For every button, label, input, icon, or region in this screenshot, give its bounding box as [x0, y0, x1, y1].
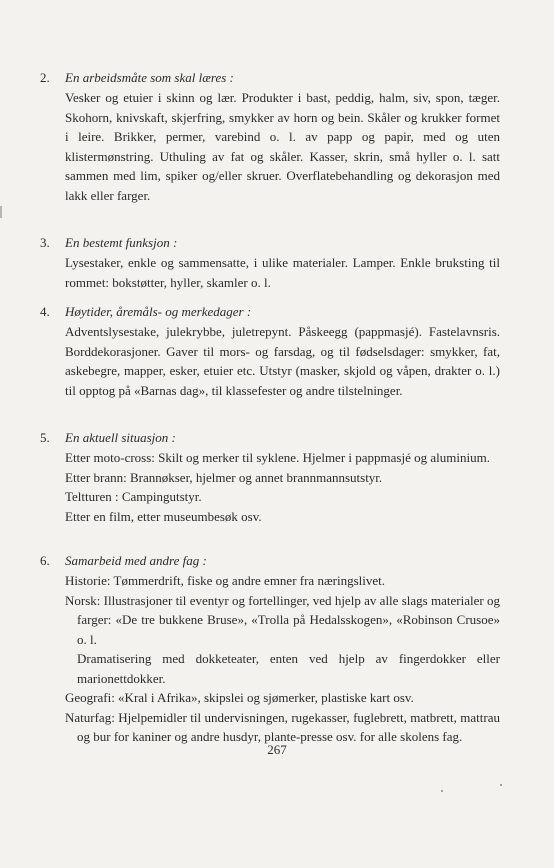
section-4: [40, 301, 500, 400]
section-heading: [40, 67, 500, 88]
section-number: 4.: [40, 304, 50, 319]
section-title: Samarbeid med andre fag :: [65, 553, 207, 568]
scan-speck: [500, 784, 502, 786]
section-2: [40, 67, 500, 205]
section-body: [65, 571, 500, 747]
section-number: 5.: [40, 430, 50, 445]
section-6: [40, 550, 500, 747]
section-number: 6.: [40, 553, 50, 568]
paragraph: Etter moto-cross: Skilt og merker til syklene. Hjelmer i pappmasjé og aluminium.: [65, 450, 490, 465]
section-title: Høytider, åremåls- og merkedager :: [65, 304, 252, 319]
scan-speck: [441, 790, 443, 792]
paragraph: Historie: Tømmerdrift, fiske og andre emner fra næringslivet.: [65, 573, 385, 588]
paragraph: Etter brann: Brannøkser, hjelmer og annet brannmannsutstyr.: [65, 469, 383, 485]
section-body: [65, 322, 500, 400]
paragraph: Naturfag: Hjelpemidler til undervisningen, rugekasser, fuglebrett, matbrett, mattrau og bur for kaniner og andre husdyr, plante-presse osv. for alle skolens fag.: [65, 709, 500, 744]
scan-edge-mark: [0, 206, 2, 218]
section-number: 2.: [40, 70, 50, 85]
paragraph: Vesker og etuier i skinn og lær. Produkter i bast, peddig, halm, siv, spon, tæger. Skohorn, knivskaft, skjerfring, smykker av horn og bein. Skåler og krukker formet i leire. Brikker, permer, varebind o. l. av papp og papir, med og uten klistermønstring. Uthuling av fat og skåler. Kasser, skrin, små hyller o. l. satt sammen med lim, spiker og/eller skruer. Overflatebehandling og dekorasjon med lakk eller farger.: [65, 90, 500, 203]
section-title: En bestemt funksjon :: [65, 235, 178, 250]
section-number: 3.: [40, 235, 50, 250]
paragraph: Norsk: Illustrasjoner til eventyr og fortellinger, ved hjelp av alle slags materialer og farger: «De tre bukkene Bruse», «Trolla på Hedalsskogen», «Robinson Crusoe» o. l.: [65, 592, 500, 647]
section-title: En aktuell situasjon :: [65, 430, 176, 445]
paragraph: Geografi: «Kral i Afrika», skipslei og sjømerker, plastiske kart osv.: [65, 690, 414, 705]
section-heading: [40, 232, 500, 253]
section-5: [40, 427, 500, 526]
section-3: [40, 232, 500, 292]
section-heading: [40, 301, 500, 322]
paragraph: Lysestaker, enkle og sammensatte, i ulike materialer. Lamper. Enkle bruksting til rommet: bokstøtter, hyller, skamler o. l.: [65, 255, 500, 290]
section-heading: [40, 427, 500, 448]
section-heading: [40, 550, 500, 571]
page-number: 267: [267, 742, 287, 757]
paragraph: Etter en film, etter museumbesøk osv.: [65, 508, 262, 524]
paragraph: Dramatisering med dokketeater, enten ved hjelp av fingerdokker eller marionettdokker.: [77, 651, 500, 686]
paragraph: Teltturen : Campingutstyr.: [65, 489, 202, 504]
section-body: [65, 448, 500, 526]
section-title: En arbeidsmåte som skal læres :: [65, 70, 234, 85]
section-body: [65, 88, 500, 205]
paragraph: Adventslysestake, julekrybbe, juletrepynt. Påskeegg (pappmasjé). Fastelavnsris. Borddekorasjoner. Gaver til mors- og farsdag, og til fødselsdager: smykker, fat, askebegre, mapper, esker, etuier etc. Utstyr (masker, skjold og våpen, drakter o. l.) til opptog på «Barnas dag», til klassefester og andre tilstelninger.: [65, 324, 500, 398]
section-body: [65, 253, 500, 292]
